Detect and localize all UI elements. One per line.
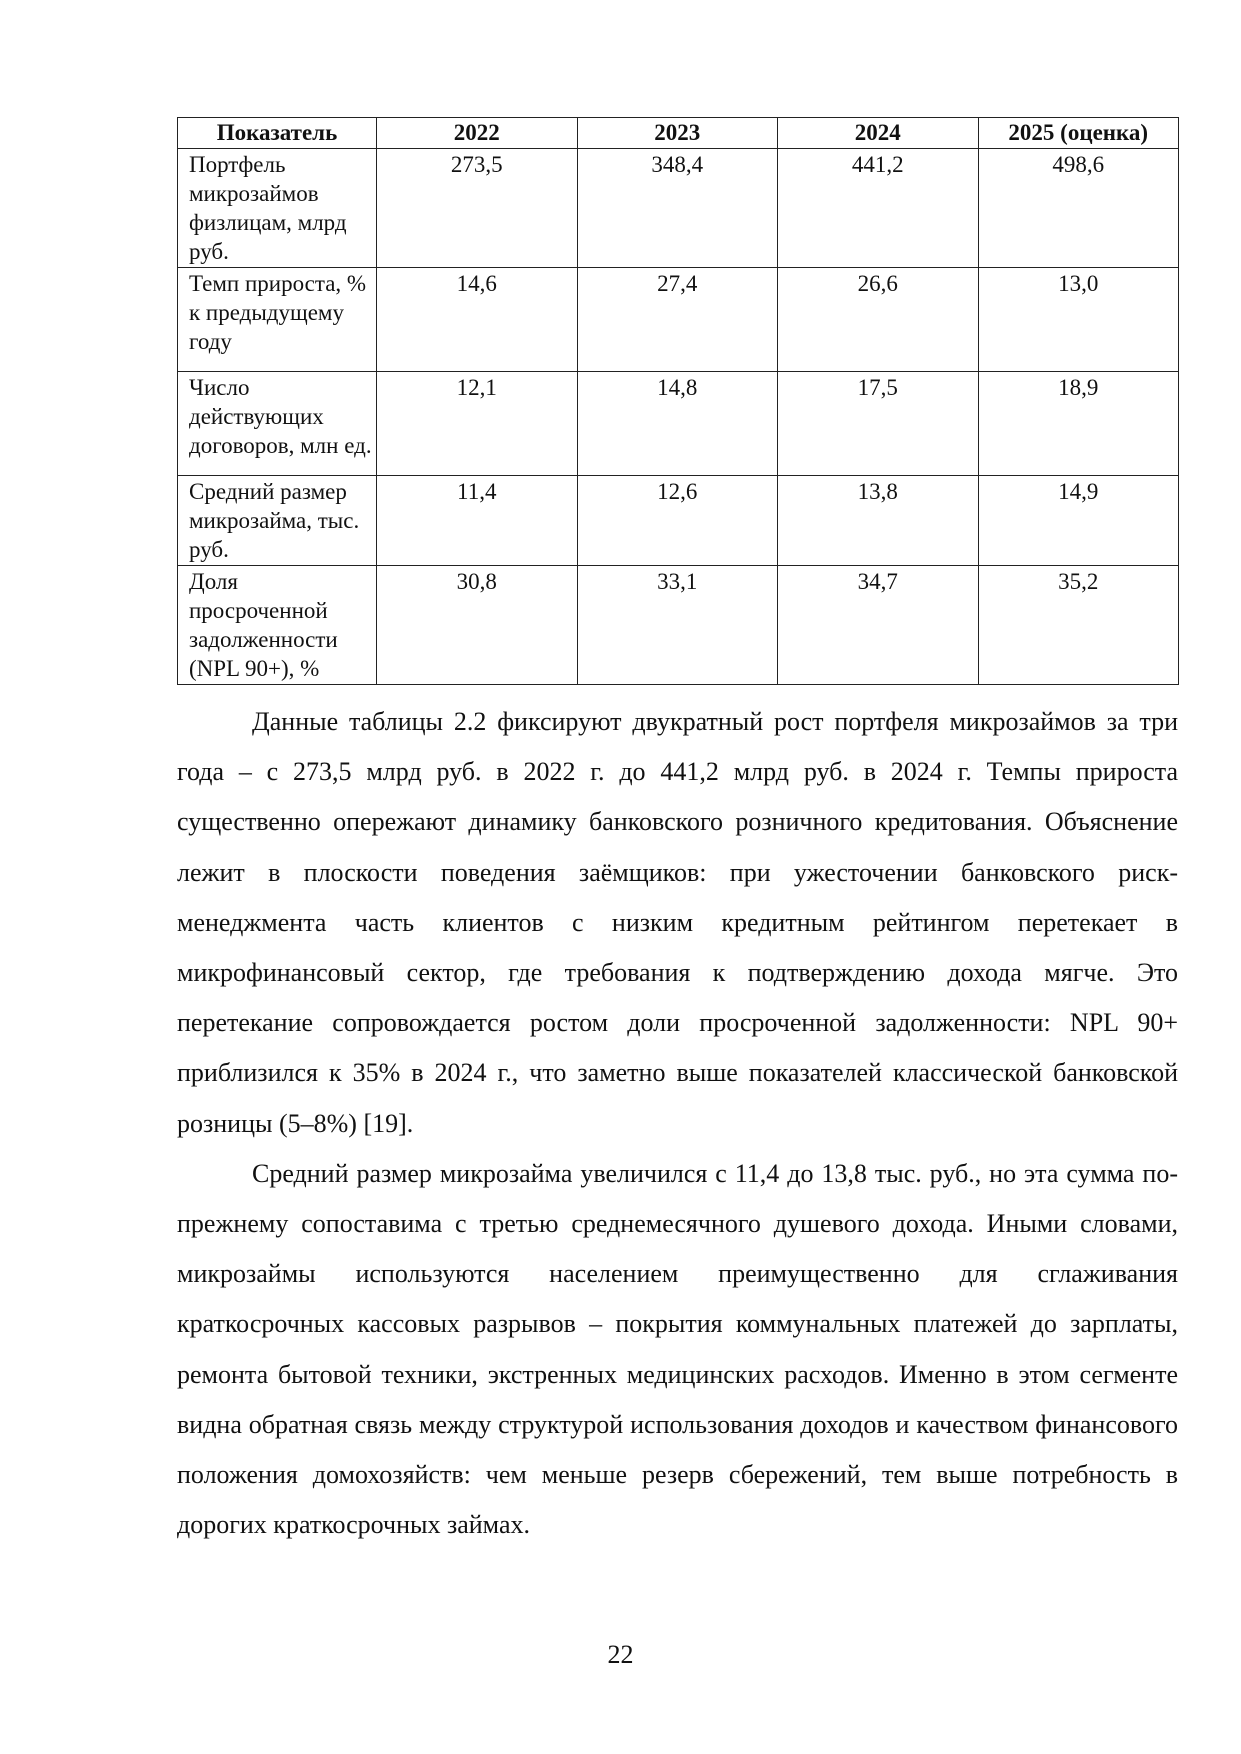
table-cell: 12,1 bbox=[377, 372, 578, 476]
table-cell: 35,2 bbox=[978, 566, 1179, 685]
table-row bbox=[178, 372, 1179, 476]
table-row bbox=[178, 268, 1179, 372]
table-cell: 12,6 bbox=[577, 476, 778, 566]
data-table bbox=[177, 117, 1179, 685]
table-cell: 13,0 bbox=[978, 268, 1179, 372]
table-header-row bbox=[178, 118, 1179, 149]
row-label: Портфель микрозаймов физлицам, млрд руб. bbox=[178, 149, 377, 268]
table-cell: 18,9 bbox=[978, 372, 1179, 476]
table-header-2025: 2025 (оценка) bbox=[978, 118, 1179, 149]
table-cell: 17,5 bbox=[778, 372, 979, 476]
table-cell: 33,1 bbox=[577, 566, 778, 685]
body-text bbox=[177, 697, 1178, 1550]
row-label: Темп прироста, % к предыдущему году bbox=[178, 268, 377, 372]
table-row bbox=[178, 476, 1179, 566]
table-cell: 34,7 bbox=[778, 566, 979, 685]
table-cell: 498,6 bbox=[978, 149, 1179, 268]
table-row bbox=[178, 566, 1179, 685]
row-label: Доля просроченной задолженности (NPL 90+), % bbox=[178, 566, 377, 685]
table-cell: 26,6 bbox=[778, 268, 979, 372]
table-cell: 348,4 bbox=[577, 149, 778, 268]
table-cell: 441,2 bbox=[778, 149, 979, 268]
paragraph-loan-size: Средний размер микрозайма увеличился с 11,4 до 13,8 тыс. руб., но эта сумма по-прежнему сопоставима с третью среднемесячного душевого дохода. Иными словами, микрозаймы используются населением преимущественно для сглаживания краткосрочных кассовых разрывов – покрытия коммунальных платежей до зарплаты, ремонта бытовой техники, экстренных медицинских расходов. Именно в этом сегменте видна обратная связь между структурой использования доходов и качеством финансового положения домохозяйств: чем меньше резерв сбережений, тем выше потребность в дорогих краткосрочных займах. bbox=[177, 1158, 1178, 1540]
table-cell: 30,8 bbox=[377, 566, 578, 685]
table-row bbox=[178, 149, 1179, 268]
paragraph-table-analysis: Данные таблицы 2.2 фиксируют двукратный рост портфеля микрозаймов за три года – с 273,5 млрд руб. в 2022 г. до 441,2 млрд руб. в 2024 г. Темпы прироста существенно опережают динамику банковского розничного кредитования. Объяснение лежит в плоскости поведения заёмщиков: при ужесточении банковского риск-менеджмента часть клиентов с низким кредитным рейтингом перетекает в микрофинансовый сектор, где требования к подтверждению дохода мягче. Это перетекание сопровождается ростом доли просроченной задолженности: NPL 90+ приблизился к 35% в 2024 г., что заметно выше показателей классической банковской розницы (5–8%) [19]. bbox=[177, 707, 1178, 1138]
table-cell: 14,9 bbox=[978, 476, 1179, 566]
table-header-2022: 2022 bbox=[377, 118, 578, 149]
table-cell: 11,4 bbox=[377, 476, 578, 566]
row-label: Число действующих договоров, млн ед. bbox=[178, 372, 377, 476]
table-header-indicator: Показатель bbox=[178, 118, 377, 149]
table-cell: 27,4 bbox=[577, 268, 778, 372]
table-cell: 14,6 bbox=[377, 268, 578, 372]
table-cell: 14,8 bbox=[577, 372, 778, 476]
table-header-2023: 2023 bbox=[577, 118, 778, 149]
table-header-2024: 2024 bbox=[778, 118, 979, 149]
table-cell: 273,5 bbox=[377, 149, 578, 268]
row-label: Средний размер микрозайма, тыс. руб. bbox=[178, 476, 377, 566]
page-number: 22 bbox=[607, 1640, 634, 1669]
table-cell: 13,8 bbox=[778, 476, 979, 566]
